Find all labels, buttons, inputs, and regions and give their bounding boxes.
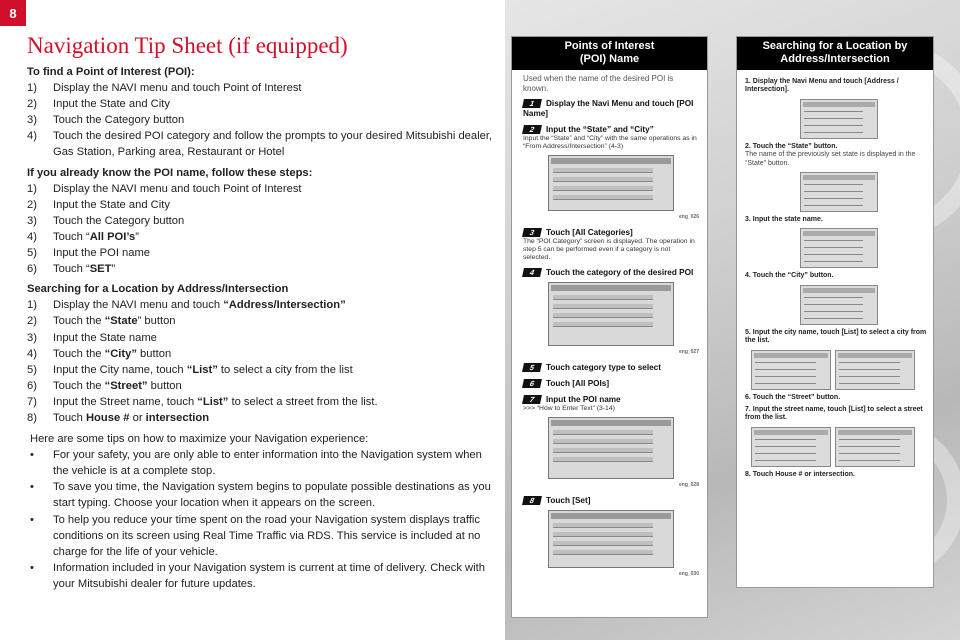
step-number: 8 xyxy=(522,496,542,505)
bullet-icon: • xyxy=(30,449,34,462)
step-label: Input the “State” and “City” xyxy=(546,125,654,134)
screen-line xyxy=(755,376,816,377)
item-text xyxy=(53,128,497,160)
screen-line xyxy=(755,446,816,447)
screen-row xyxy=(553,304,653,309)
item-text xyxy=(53,297,497,313)
section-heading: Searching for a Location by Address/Intersection xyxy=(27,283,289,296)
step-number: 7 xyxy=(522,395,542,404)
page-number: 8 xyxy=(0,0,26,26)
screen-caption: eng_026 xyxy=(678,214,699,220)
address-panel-header xyxy=(737,37,933,70)
screen-title-bar xyxy=(803,175,875,180)
screen-line xyxy=(839,362,900,363)
screen-thumbnail xyxy=(548,282,674,346)
address-panel-title-1: Searching for a Location by xyxy=(762,40,908,52)
screen-thumbnail xyxy=(548,155,674,211)
screen-thumbnail xyxy=(800,172,878,212)
item-text-part: “List” xyxy=(197,395,229,408)
screen-thumbnail xyxy=(800,285,878,325)
list-item xyxy=(27,112,497,128)
screen-line xyxy=(804,205,863,206)
list-item xyxy=(27,330,497,346)
item-text-part: Touch the xyxy=(53,347,105,360)
step-text: 8. Touch House # or intersection. xyxy=(745,470,855,478)
item-text-part: Input the Street name, touch xyxy=(53,395,198,408)
instructions-column xyxy=(27,64,497,592)
item-number: 6) xyxy=(27,263,37,276)
item-text-part: SET xyxy=(89,263,112,276)
screen-line xyxy=(755,453,816,454)
screen-title-bar xyxy=(551,158,671,164)
item-text-part: All POI’s xyxy=(89,230,136,243)
poi-step xyxy=(523,125,699,222)
item-text-part: “List” xyxy=(186,363,218,376)
screen-title-bar xyxy=(754,353,828,358)
item-number: 4) xyxy=(27,347,37,360)
address-panel-title-2: Address/Intersection xyxy=(780,53,890,65)
item-text-part: intersection xyxy=(145,411,210,424)
item-text xyxy=(53,330,497,346)
item-text-part: Touch “ xyxy=(53,263,90,276)
list-item xyxy=(27,378,497,394)
item-text xyxy=(53,112,497,128)
step-label: Touch [All Categories] xyxy=(546,228,633,237)
step-description: The “POI Category” screen is displayed. The operation in step 5 can be performed even if a category is not selected. xyxy=(523,238,695,261)
item-text-part: Touch the xyxy=(53,379,105,392)
item-text-part: Touch the Category button xyxy=(53,214,185,227)
screen-caption: eng_030 xyxy=(678,571,699,577)
page-title: Navigation Tip Sheet (if equipped) xyxy=(27,33,348,58)
screen-line xyxy=(804,318,863,319)
screen-line xyxy=(839,383,900,384)
bullet-icon: • xyxy=(30,561,34,574)
screen-row xyxy=(553,177,653,182)
poi-panel-title-1: Points of Interest xyxy=(564,40,655,52)
item-number: 1) xyxy=(27,299,37,312)
poi-panel-header xyxy=(512,37,707,70)
item-text xyxy=(53,229,497,245)
item-text-part: ” xyxy=(111,263,116,276)
list-item xyxy=(27,181,497,197)
screen-line xyxy=(804,240,863,241)
item-text xyxy=(53,313,497,329)
step-number: 6 xyxy=(522,379,542,388)
screen-row xyxy=(553,457,653,462)
step-note: The name of the previously set state is displayed in the “State” button. xyxy=(745,151,916,167)
list-item xyxy=(27,394,497,410)
item-text-part: “State xyxy=(104,315,138,328)
item-text xyxy=(53,346,497,362)
screen-title-bar xyxy=(803,288,875,293)
list-item xyxy=(27,313,497,329)
list-item xyxy=(27,362,497,378)
item-text-part: Touch the Category button xyxy=(53,114,185,127)
step-label: Touch [Set] xyxy=(546,496,591,505)
list-item xyxy=(27,245,497,261)
screen-thumbnail xyxy=(548,417,674,479)
screen-row xyxy=(553,439,653,444)
screen-title-bar xyxy=(838,353,912,358)
screen-line xyxy=(839,453,900,454)
item-text-part: House # xyxy=(85,411,130,424)
item-number: 3) xyxy=(27,114,37,127)
screen-title-bar xyxy=(551,420,671,426)
screen-line xyxy=(839,369,900,370)
thumbnail-pair xyxy=(751,350,927,390)
step-text: 6. Touch the “Street” button. xyxy=(745,393,841,401)
screen-caption: eng_027 xyxy=(678,349,699,355)
poi-panel-body xyxy=(512,70,707,579)
screen-thumbnail xyxy=(800,99,878,139)
poi-step xyxy=(523,379,699,389)
bullet-icon: • xyxy=(30,481,34,494)
item-text-part: Display the NAVI menu and touch xyxy=(53,299,224,312)
step-label: Input the POI name xyxy=(546,395,621,404)
step-label: Touch [All POIs] xyxy=(546,379,610,388)
item-number: 2) xyxy=(27,98,37,111)
screen-line xyxy=(839,460,900,461)
step-description: Input the “State” and “City” with the same operations as in “From Address/Intersection” (4-3) xyxy=(523,135,697,150)
item-text-part: Input the State name xyxy=(53,331,157,344)
screen-line xyxy=(804,254,863,255)
bullet-item xyxy=(27,479,497,511)
address-step xyxy=(745,406,927,467)
address-step xyxy=(745,216,927,268)
step-number: 5 xyxy=(522,363,542,372)
item-text-part: “Address/Intersection” xyxy=(223,299,346,312)
address-step xyxy=(745,394,927,402)
item-text xyxy=(53,96,497,112)
item-number: 1) xyxy=(27,82,37,95)
screen-line xyxy=(804,261,863,262)
step-text: 3. Input the state name. xyxy=(745,216,823,224)
screen-line xyxy=(755,383,816,384)
list-item xyxy=(27,96,497,112)
bullet-item xyxy=(27,447,497,479)
item-text-part: Display the NAVI menu and touch Point of Interest xyxy=(53,82,302,95)
screen-row xyxy=(553,550,653,555)
screen-line xyxy=(804,132,863,133)
screen-title-bar xyxy=(551,285,671,291)
item-number: 4) xyxy=(27,230,37,243)
step-description: >>> “How to Enter Text” (3-14) xyxy=(523,405,615,412)
screen-row xyxy=(553,523,653,528)
list-item xyxy=(27,80,497,96)
list-item xyxy=(27,410,497,426)
step-number: 1 xyxy=(522,99,542,108)
section-heading: If you already know the POI name, follow these steps: xyxy=(27,166,313,179)
item-text xyxy=(53,378,497,394)
item-text-part: Touch the desired POI category and follow the prompts to your desired Mitsubishi dealer, Gas Station, Parking area, Restaurant or Hotel xyxy=(53,130,493,159)
item-text xyxy=(53,362,497,378)
item-text xyxy=(53,197,497,213)
item-text-part: Input the State and City xyxy=(53,198,170,211)
item-text-part: button xyxy=(136,347,172,360)
screen-thumbnail xyxy=(751,350,831,390)
list-item xyxy=(27,213,497,229)
poi-step xyxy=(523,99,699,119)
bullet-text: To help you reduce your time spent on the road your Navigation system displays traffic conditions on its screen using Real Time Traffic via RDS. This service is included at no charge for the life of your vehicle. xyxy=(53,513,481,558)
item-text-part: ” button xyxy=(137,315,176,328)
address-step xyxy=(745,78,927,139)
address-panel xyxy=(736,36,934,588)
item-number: 6) xyxy=(27,379,37,392)
screen-title-bar xyxy=(754,430,828,435)
list-item xyxy=(27,346,497,362)
item-number: 5) xyxy=(27,363,37,376)
address-step xyxy=(745,143,927,212)
item-number: 2) xyxy=(27,198,37,211)
screen-row xyxy=(553,430,653,435)
bullet-text: Information included in your Navigation system is current at time of delivery. Check with your Mitsubishi dealer for future updates. xyxy=(53,561,485,590)
step-text: 4. Touch the “City” button. xyxy=(745,272,834,280)
screen-line xyxy=(804,297,863,298)
screen-line xyxy=(755,460,816,461)
address-panel-body xyxy=(737,70,933,479)
screen-line xyxy=(755,439,816,440)
screen-thumbnail xyxy=(548,510,674,568)
bullet-icon: • xyxy=(30,513,34,526)
step-label: Display the Navi Menu and touch [POI Name] xyxy=(523,99,694,118)
step-label: Touch category type to select xyxy=(546,363,661,372)
address-step xyxy=(745,272,927,324)
poi-step xyxy=(523,268,699,357)
screen-row xyxy=(553,532,653,537)
screen-title-bar xyxy=(803,231,875,236)
item-text xyxy=(53,80,497,96)
item-text-part: Touch “ xyxy=(53,230,90,243)
screen-title-bar xyxy=(838,430,912,435)
screen-line xyxy=(804,111,863,112)
screen-row xyxy=(553,322,653,327)
screen-thumbnail xyxy=(751,427,831,467)
address-step xyxy=(745,329,927,390)
item-text xyxy=(53,213,497,229)
list-item xyxy=(27,128,497,160)
item-text-part: to select a city from the list xyxy=(217,363,353,376)
item-text-part: button xyxy=(147,379,182,392)
item-number: 3) xyxy=(27,331,37,344)
screen-line xyxy=(755,362,816,363)
step-text: 7. Input the street name, touch [List] to select a street from the list. xyxy=(745,406,923,422)
list-item xyxy=(27,197,497,213)
screen-line xyxy=(839,446,900,447)
screen-row xyxy=(553,186,653,191)
poi-panel-intro: Used when the name of the desired POI is known. xyxy=(523,74,674,93)
address-step xyxy=(745,471,927,479)
screen-line xyxy=(804,191,863,192)
item-number: 7) xyxy=(27,395,37,408)
screen-line xyxy=(804,125,863,126)
item-text xyxy=(53,181,497,197)
poi-name-panel xyxy=(511,36,708,618)
thumbnail-pair xyxy=(751,427,927,467)
step-number: 4 xyxy=(522,268,542,277)
screen-title-bar xyxy=(803,102,875,107)
screen-line xyxy=(804,304,863,305)
screen-line xyxy=(804,311,863,312)
item-text xyxy=(53,261,497,277)
screen-thumbnail xyxy=(800,228,878,268)
item-text-part: to select a street from the list. xyxy=(228,395,378,408)
item-number: 4) xyxy=(27,130,37,143)
section-heading: To find a Point of Interest (POI): xyxy=(27,66,195,78)
item-text-part: “Street” xyxy=(104,379,148,392)
screen-line xyxy=(804,118,863,119)
step-text: 1. Display the Navi Menu and touch [Address / Intersection]. xyxy=(745,78,899,94)
screen-line xyxy=(804,247,863,248)
screen-thumbnail xyxy=(835,427,915,467)
screen-row xyxy=(553,295,653,300)
poi-step xyxy=(523,228,699,262)
item-text xyxy=(53,394,497,410)
item-text xyxy=(53,245,497,261)
item-number: 1) xyxy=(27,182,37,195)
poi-step xyxy=(523,363,699,373)
screen-row xyxy=(553,195,653,200)
poi-step xyxy=(523,496,699,579)
bullet-text: For your safety, you are only able to enter information into the Navigation system when the vehicle is at a complete stop. xyxy=(53,449,482,478)
screen-thumbnail xyxy=(835,350,915,390)
list-item xyxy=(27,297,497,313)
bullet-item xyxy=(27,560,497,592)
step-label: Touch the category of the desired POI xyxy=(546,268,694,277)
item-text-part: Input the State and City xyxy=(53,98,170,111)
item-text xyxy=(53,410,497,426)
screen-row xyxy=(553,168,653,173)
tips-intro: Here are some tips on how to maximize your Navigation experience: xyxy=(30,433,369,446)
list-item xyxy=(27,261,497,277)
item-number: 8) xyxy=(27,411,37,424)
screen-row xyxy=(553,448,653,453)
item-text-part: Touch the xyxy=(53,315,105,328)
screen-caption: eng_028 xyxy=(678,482,699,488)
step-text: 5. Input the city name, touch [List] to select a city from the list. xyxy=(745,328,927,345)
item-number: 2) xyxy=(27,315,37,328)
item-text-part: Display the NAVI menu and touch Point of Interest xyxy=(53,182,302,195)
screen-title-bar xyxy=(551,513,671,519)
screen-row xyxy=(553,541,653,546)
bullet-text: To save you time, the Navigation system begins to populate possible destinations as you start typing. Choose your location when it appears on the screen. xyxy=(53,481,491,510)
screen-line xyxy=(839,439,900,440)
item-number: 3) xyxy=(27,214,37,227)
poi-panel-title-2: (POI) Name xyxy=(579,53,640,65)
item-text-part: Touch xyxy=(53,411,86,424)
list-item xyxy=(27,229,497,245)
screen-row xyxy=(553,313,653,318)
item-text-part: Input the POI name xyxy=(53,247,151,260)
item-text-part: “City” xyxy=(104,347,137,360)
step-text: 2. Touch the “State” button. xyxy=(745,142,838,150)
step-number: 3 xyxy=(522,228,542,237)
item-text-part: ” xyxy=(135,230,140,243)
screen-line xyxy=(804,184,863,185)
screen-line xyxy=(839,376,900,377)
screen-line xyxy=(804,198,863,199)
item-text-part: or xyxy=(129,411,146,424)
item-number: 5) xyxy=(27,247,37,260)
bullet-item xyxy=(27,512,497,560)
step-number: 2 xyxy=(522,125,542,134)
item-text-part: Input the City name, touch xyxy=(53,363,187,376)
screen-line xyxy=(755,369,816,370)
poi-step xyxy=(523,395,699,490)
